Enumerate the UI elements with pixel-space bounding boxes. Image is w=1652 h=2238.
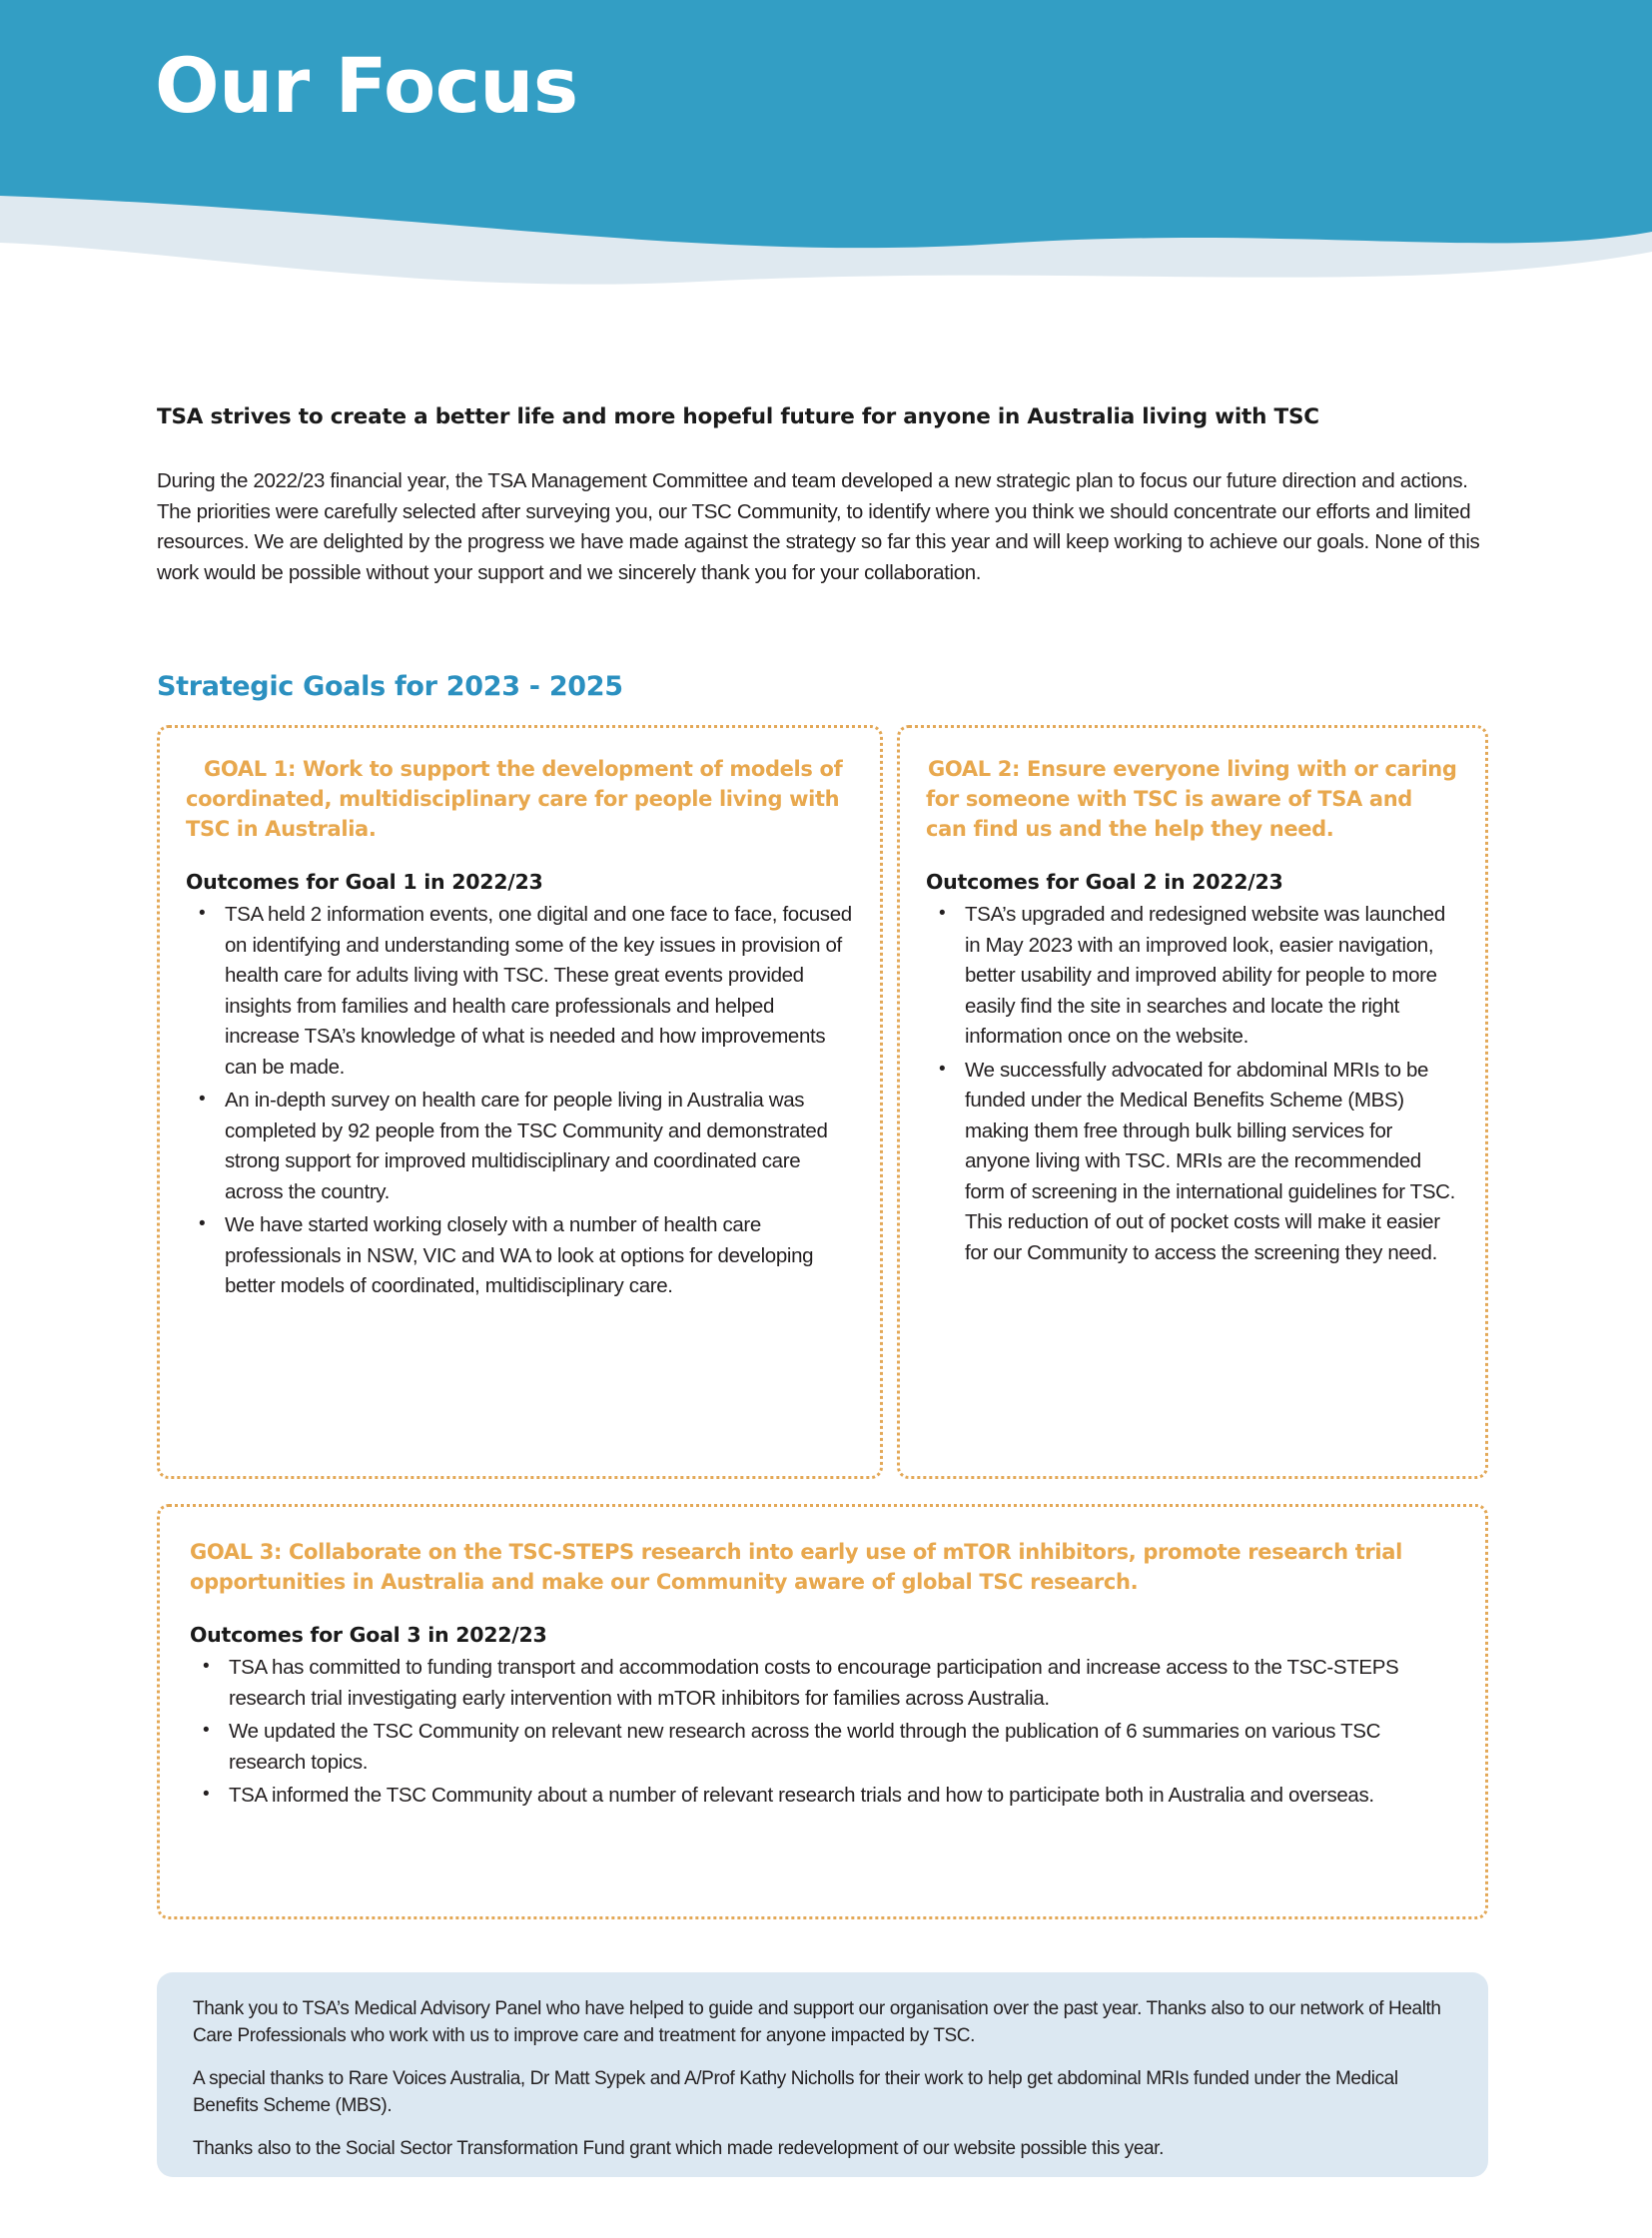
goal-3-label: GOAL 3: [190,1540,283,1564]
goal-card-3-body [160,1507,1485,1825]
goal-1-outcomes-list [186,900,854,1302]
goal-2-outcomes-heading: Outcomes for Goal 2 in 2022/23 [926,870,1283,894]
goal-card-1-body [160,728,880,1315]
goal-card-2-body [900,728,1485,1281]
goal-3-outcomes-list [190,1653,1455,1812]
goal-1-title [186,754,854,844]
list-item: • TSA informed the TSC Community about a number of relevant research trials and how to participate both in Australia and overseas. [190,1781,1455,1812]
acknowledgement-paragraph: Thank you to TSA’s Medical Advisory Panel who have helped to guide and support our organisation over the past year. Thanks also to our network of Health Care Professionals who work with us to improve care and treatment for anyone impacted by TSC. [193,1998,1441,2046]
list-item: • TSA’s upgraded and redesigned website was launched in May 2023 with an improved look, easier navigation, better usability and improved ability for people to more easily find the site in searches and locate the right information once on the website. [926,900,1459,1053]
list-item: • TSA has committed to funding transport and accommodation costs to encourage participation and increase access to the TSC-STEPS research trial investigating early intervention with mTOR inhibitors for families across Australia. [190,1653,1455,1714]
acknowledgements-box [157,1972,1488,2177]
goal-2-statement: Ensure everyone living with or caring for someone with TSC is aware of TSA and can find us and the help they need. [926,757,1457,841]
list-item: • We updated the TSC Community on relevant new research across the world through the publication of 6 summaries on various TSC research topics. [190,1717,1455,1778]
intro-paragraph: During the 2022/23 financial year, the TSA Management Committee and team developed a new strategic plan to focus our future direction and actions. The priorities were carefully selected after surveying you, our TSC Community, to identify where you think we should concentrate our efforts and limited resources. We are delighted by the progress we have made against the strategy so far this year and will keep working to achieve our goals. None of this work would be possible without your support and we sincerely thank you for your collaboration. [157,469,1480,584]
goal-3-outcomes-heading: Outcomes for Goal 3 in 2022/23 [190,1623,547,1647]
acknowledgement-paragraph: A special thanks to Rare Voices Australia, Dr Matt Sypek and A/Prof Kathy Nicholls for their work to help get abdominal MRIs funded under the Medical Benefits Scheme (MBS). [193,2068,1398,2116]
page-header [0,0,1652,300]
goal-card-3 [157,1504,1488,1919]
page-title: Our Focus [155,41,578,130]
goal-1-label: GOAL 1: [204,757,297,781]
list-item: • An in-depth survey on health care for people living in Australia was completed by 92 people from the TSC Community and demonstrated strong support for improved multidisciplinary and coordinated care across the country. [186,1086,854,1207]
goal-card-2 [897,725,1488,1479]
goal-3-title [190,1537,1455,1597]
goal-1-statement: Work to support the development of models of coordinated, multidisciplinary care for people living with TSC in Australia. [186,757,843,841]
strategic-goals-heading: Strategic Goals for 2023 - 2025 [157,671,623,702]
goal-1-outcomes-heading: Outcomes for Goal 1 in 2022/23 [186,870,543,894]
list-item: • We have started working closely with a number of health care professionals in NSW, VIC and WA to look at options for developing better models of coordinated, multidisciplinary care. [186,1210,854,1302]
list-item: • We successfully advocated for abdominal MRIs to be funded under the Medical Benefits Scheme (MBS) making them free through bulk billing services for anyone living with TSC. MRIs are the recommended form of screening in the international guidelines for TSC. This reduction of out of pocket costs will make it easier for our Community to access the screening they need. [926,1056,1459,1269]
goal-card-1 [157,725,883,1479]
goal-2-title [926,754,1459,844]
list-item: • TSA held 2 information events, one digital and one face to face, focused on identifying and understanding some of the key issues in provision of health care for adults living with TSC. These great events provided insights from families and health care professionals and helped increase TSA’s knowledge of what is needed and how improvements can be made. [186,900,854,1083]
acknowledgement-paragraph: Thanks also to the Social Sector Transformation Fund grant which made redevelopment of our website possible this year. [193,2138,1164,2159]
goal-2-label: GOAL 2: [928,757,1021,781]
goal-3-statement: Collaborate on the TSC-STEPS research into early use of mTOR inhibitors, promote research trial opportunities in Australia and make our Community aware of global TSC research. [190,1540,1402,1594]
lead-heading: TSA strives to create a better life and more hopeful future for anyone in Australia living with TSC [157,404,1319,429]
goal-2-outcomes-list [926,900,1459,1268]
